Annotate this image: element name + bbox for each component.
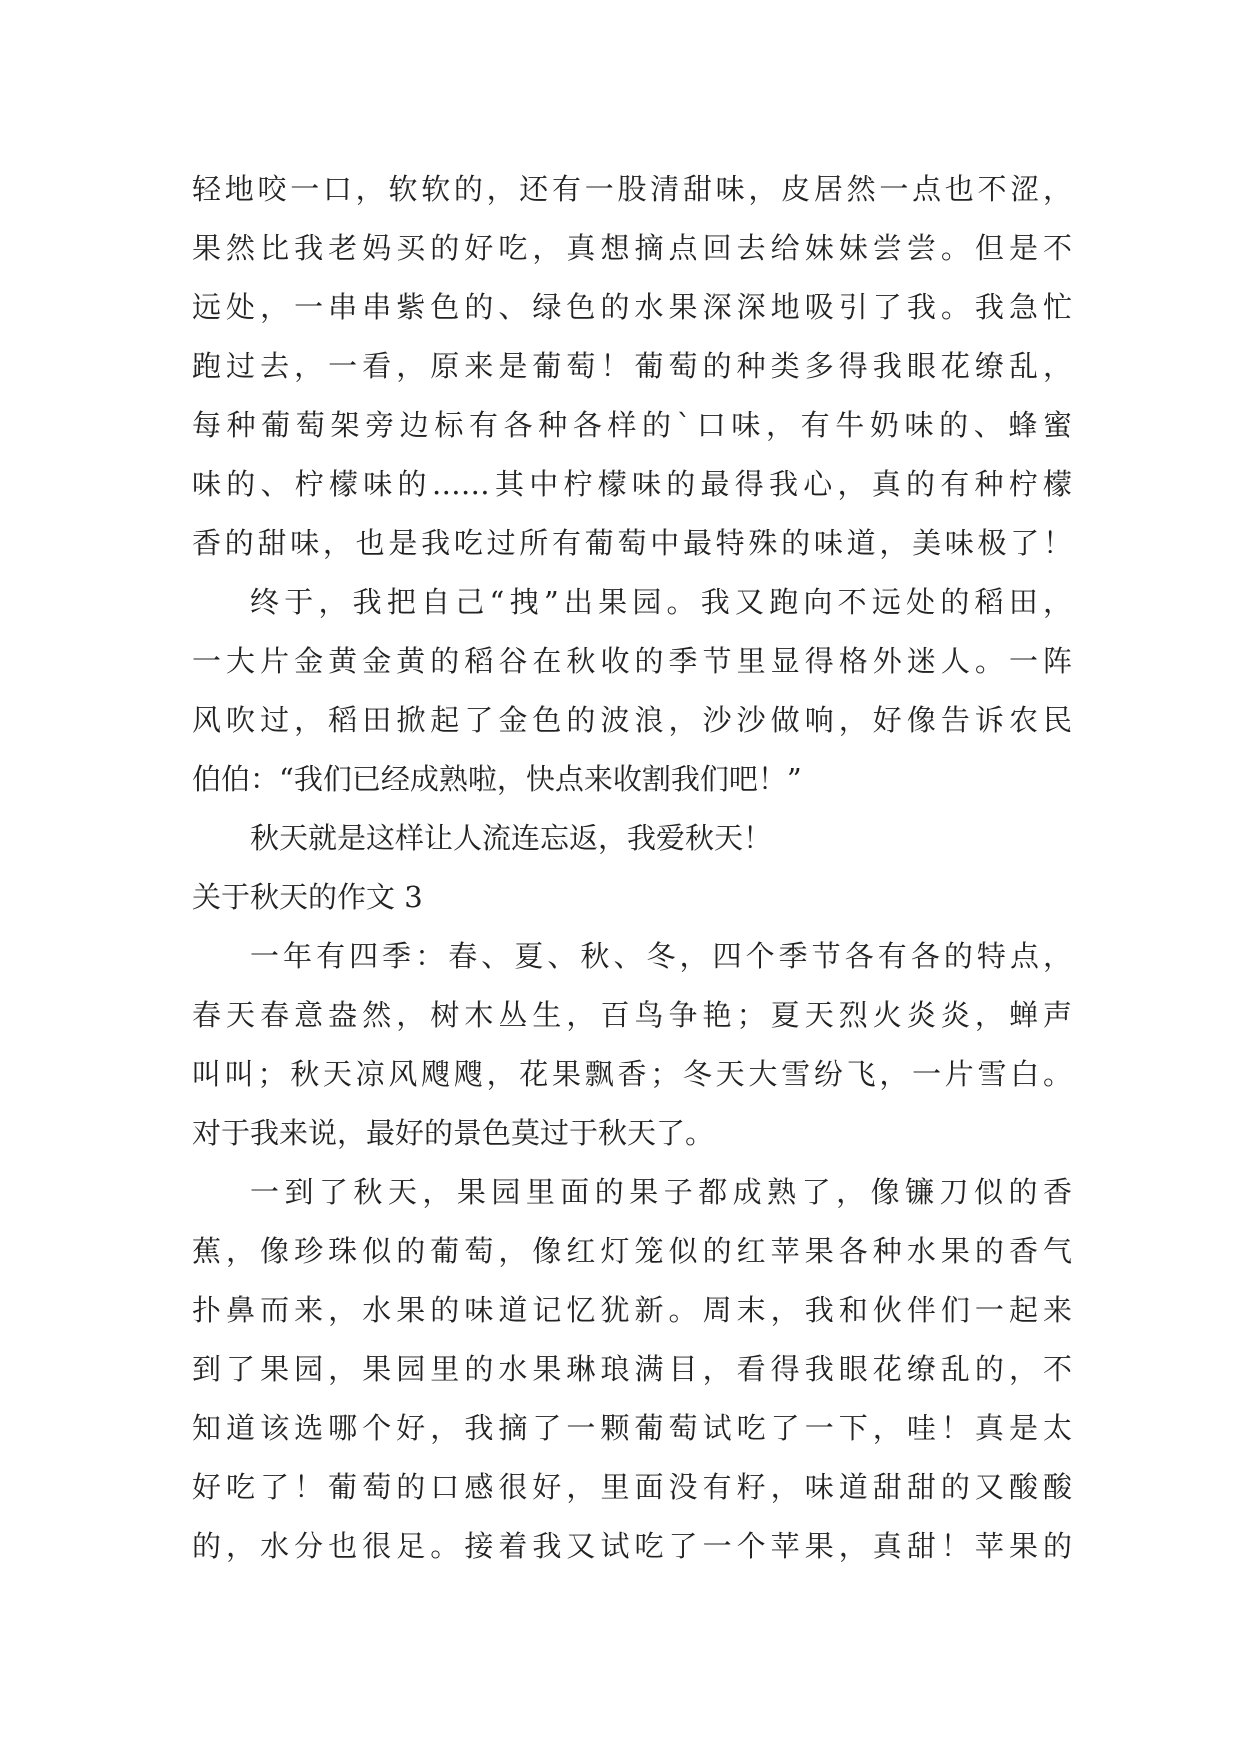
text-line: 香的甜味，也是我吃过所有葡萄中最特殊的味道，美味极了！ xyxy=(192,526,1072,560)
text-line: 的，水分也很足。接着我又试吃了一个苹果，真甜！苹果的 xyxy=(192,1529,1072,1563)
text-line: 轻地咬一口，软软的，还有一股清甜味，皮居然一点也不涩， xyxy=(192,172,1072,206)
text-line: 一大片金黄金黄的稻谷在秋收的季节里显得格外迷人。一阵 xyxy=(192,644,1072,678)
text-line: 果然比我老妈买的好吃，真想摘点回去给妹妹尝尝。但是不 xyxy=(192,231,1072,265)
essay-body xyxy=(192,160,1072,1576)
paragraph-first-line: 秋天就是这样让人流连忘返，我爱秋天！ xyxy=(250,821,773,855)
text-line: 好吃了！葡萄的口感很好，里面没有籽，味道甜甜的又酸酸 xyxy=(192,1470,1072,1504)
text-line: 远处，一串串紫色的、绿色的水果深深地吸引了我。我急忙 xyxy=(192,290,1072,324)
text-line: 对于我来说，最好的景色莫过于秋天了。 xyxy=(192,1116,715,1150)
text-line: 知道该选哪个好，我摘了一颗葡萄试吃了一下，哇！真是太 xyxy=(192,1411,1072,1445)
paragraph-first-line: 一年有四季：春、夏、秋、冬，四个季节各有各的特点， xyxy=(250,939,1072,973)
text-line: 到了果园，果园里的水果琳琅满目，看得我眼花缭乱的，不 xyxy=(192,1352,1072,1386)
section-heading: 关于秋天的作文 3 xyxy=(192,880,423,914)
text-line: 叫叫；秋天凉风飕飕，花果飘香；冬天大雪纷飞，一片雪白。 xyxy=(192,1057,1072,1091)
paragraph-first-line: 一到了秋天，果园里面的果子都成熟了，像镰刀似的香 xyxy=(250,1175,1072,1209)
text-line: 每种葡萄架旁边标有各种各样的`口味，有牛奶味的、蜂蜜 xyxy=(192,408,1072,442)
text-line: 味的、柠檬味的……其中柠檬味的最得我心，真的有种柠檬 xyxy=(192,467,1072,501)
text-line: 蕉，像珍珠似的葡萄，像红灯笼似的红苹果各种水果的香气 xyxy=(192,1234,1072,1268)
text-line: 扑鼻而来，水果的味道记忆犹新。周末，我和伙伴们一起来 xyxy=(192,1293,1072,1327)
text-line: 跑过去，一看，原来是葡萄！葡萄的种类多得我眼花缭乱， xyxy=(192,349,1072,383)
text-line: 风吹过，稻田掀起了金色的波浪，沙沙做响，好像告诉农民 xyxy=(192,703,1072,737)
text-line: 伯伯：“我们已经成熟啦，快点来收割我们吧！” xyxy=(192,762,802,796)
text-line: 春天春意盎然，树木丛生，百鸟争艳；夏天烈火炎炎，蝉声 xyxy=(192,998,1072,1032)
paragraph-first-line: 终于，我把自己“拽”出果园。我又跑向不远处的稻田， xyxy=(250,585,1072,619)
